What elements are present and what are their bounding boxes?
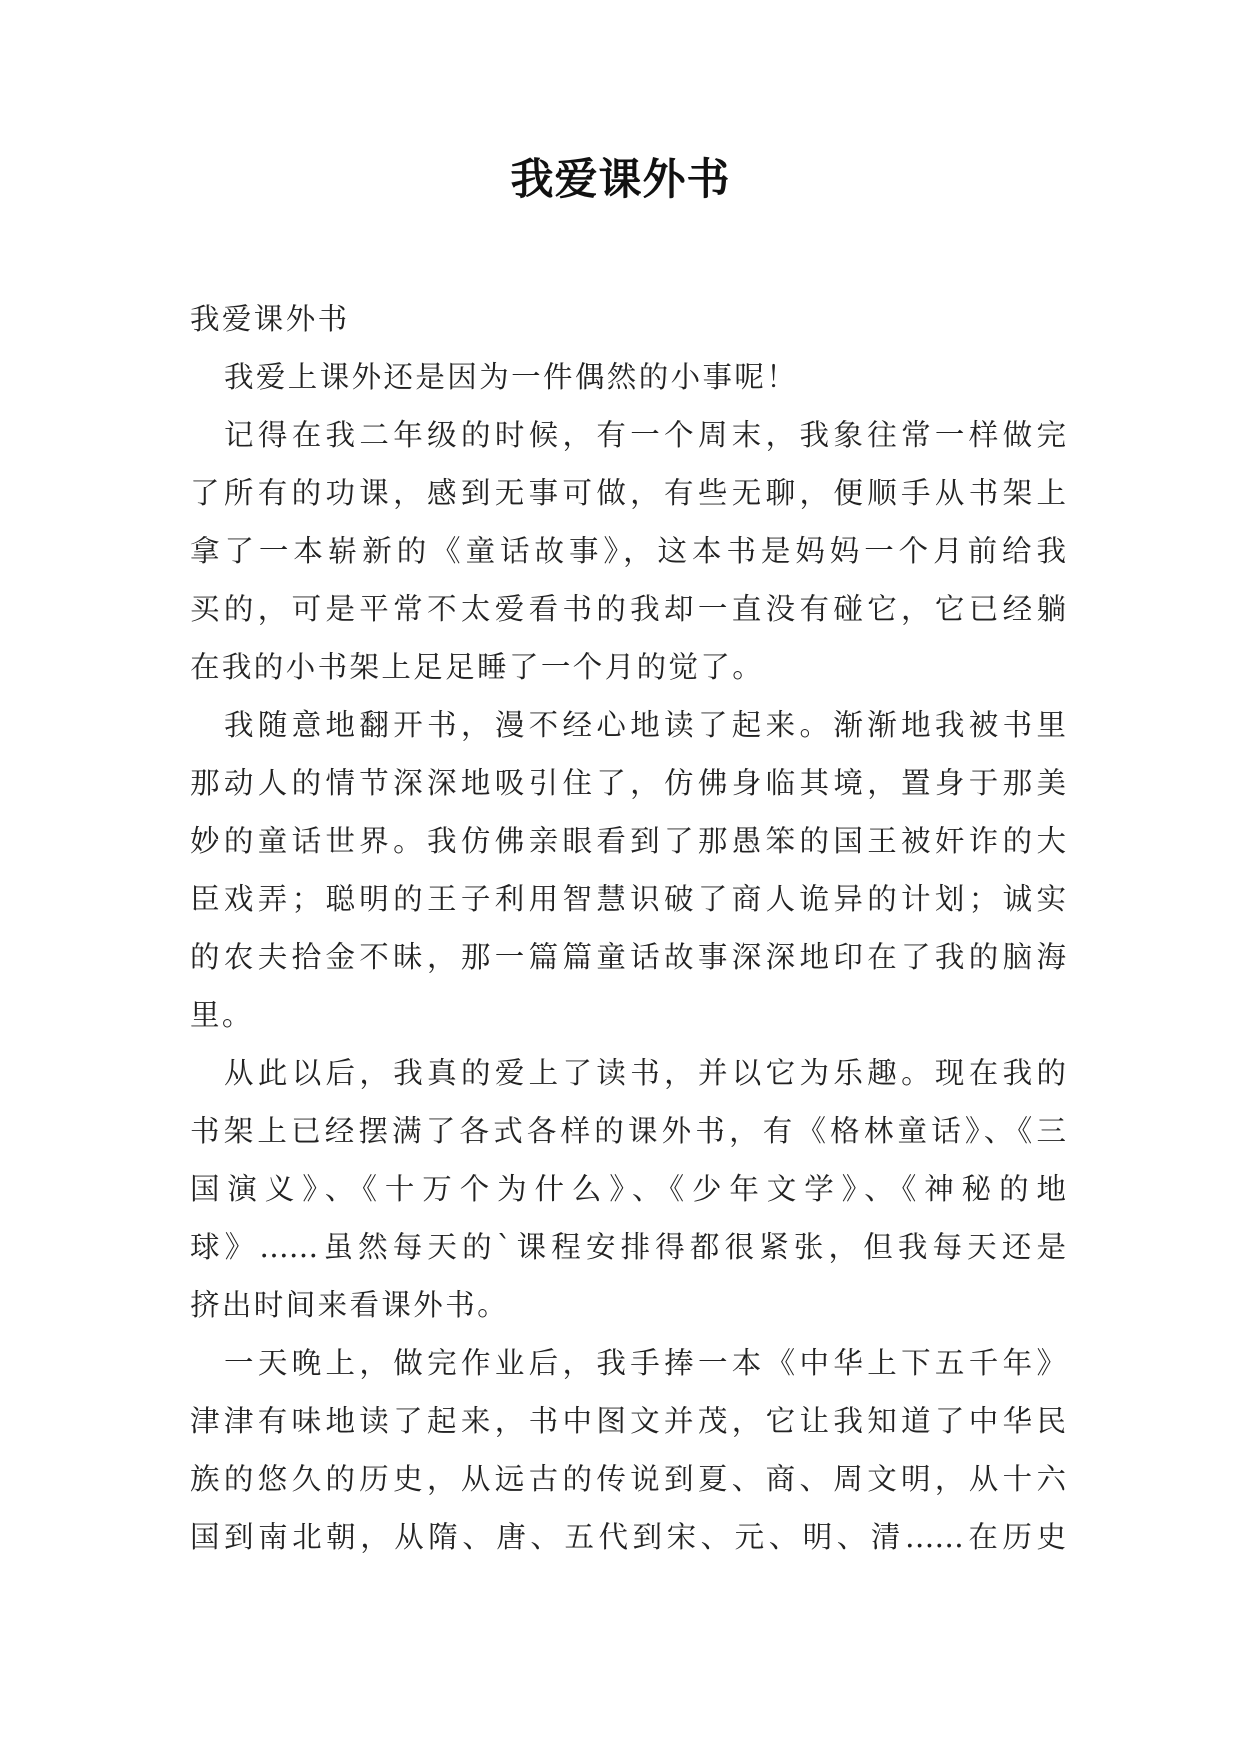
body-text-line: 书架上已经摆满了各式各样的课外书，有《格林童话》、《三 [190, 1114, 1066, 1148]
document-body [190, 290, 1066, 1566]
body-text-line: 里。 [190, 998, 254, 1032]
body-text-line: 津津有味地读了起来，书中图文并茂，它让我知道了中华民 [190, 1404, 1066, 1438]
body-text-line: 从此以后，我真的爱上了读书，并以它为乐趣。现在我的 [224, 1056, 1066, 1090]
body-text-line: 族的悠久的历史，从远古的传说到夏、商、周文明，从十六 [190, 1462, 1066, 1496]
body-text-line: 我随意地翻开书，漫不经心地读了起来。渐渐地我被书里 [224, 708, 1066, 742]
body-text-line: 在我的小书架上足足睡了一个月的觉了。 [190, 650, 765, 684]
body-text-line: 妙的童话世界。我仿佛亲眼看到了那愚笨的国王被奸诈的大 [190, 824, 1066, 858]
body-text-line: 挤出时间来看课外书。 [190, 1288, 510, 1322]
body-text-line: 臣戏弄；聪明的王子利用智慧识破了商人诡异的计划；诚实 [190, 882, 1066, 916]
document-title: 我爱课外书 [510, 155, 731, 205]
body-text-line: 一天晚上，做完作业后，我手捧一本《中华上下五千年》 [224, 1346, 1066, 1380]
body-text-line: 那动人的情节深深地吸引住了，仿佛身临其境，置身于那美 [190, 766, 1066, 800]
body-text-line: 我爱上课外还是因为一件偶然的小事呢！ [224, 360, 799, 394]
body-text-line: 记得在我二年级的时候，有一个周末，我象往常一样做完 [224, 418, 1066, 452]
body-text-line: 的农夫拾金不昧，那一篇篇童话故事深深地印在了我的脑海 [190, 940, 1066, 974]
body-text-line: 了所有的功课，感到无事可做，有些无聊，便顺手从书架上 [190, 476, 1066, 510]
body-text-line: 拿了一本崭新的《童话故事》，这本书是妈妈一个月前给我 [190, 534, 1066, 568]
body-text-line: 国演义》、《十万个为什么》、《少年文学》、《神秘的地 [190, 1172, 1066, 1206]
body-text-line: 球》……虽然每天的`课程安排得都很紧张，但我每天还是 [190, 1230, 1066, 1264]
body-subtitle-line: 我爱课外书 [190, 302, 350, 336]
body-text-line: 国到南北朝，从隋、唐、五代到宋、元、明、清……在历史 [190, 1520, 1066, 1554]
body-text-line: 买的，可是平常不太爱看书的我却一直没有碰它，它已经躺 [190, 592, 1066, 626]
